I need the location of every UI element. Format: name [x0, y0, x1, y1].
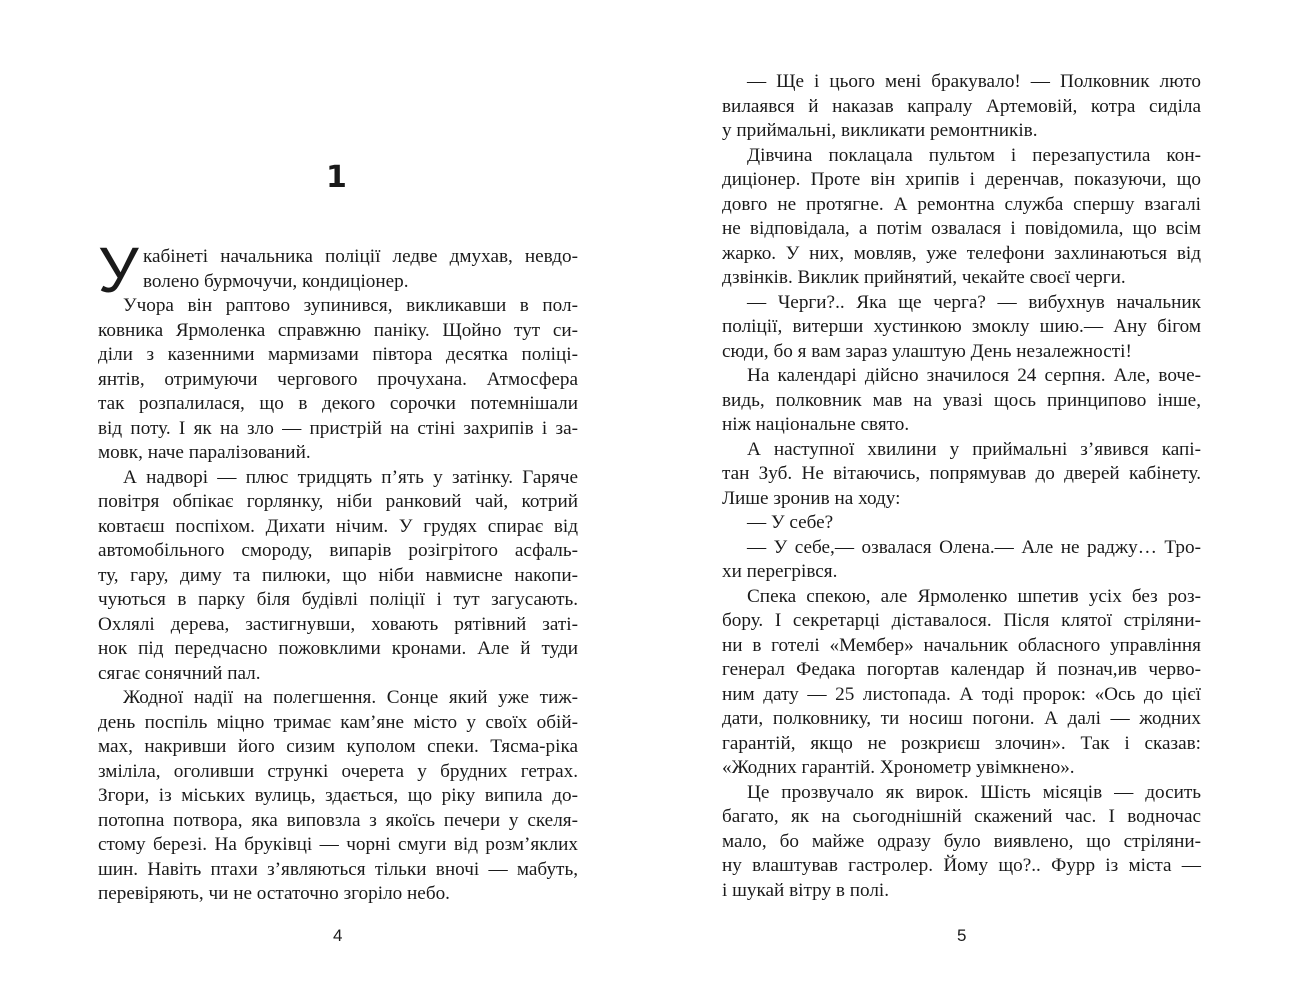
text-line: сягає сонячний пал. [98, 662, 261, 684]
text-line: «Жодних гарантій. Хронометр увімкнено». [722, 757, 1075, 778]
paragraph [98, 466, 578, 687]
paragraph [722, 144, 1201, 291]
paragraph [98, 294, 578, 466]
text-line: Жодної надії на полегшення. Сонце який уже тиж- [123, 687, 578, 708]
text-line: нок під передчасно пожовклими кронами. Але й туди [98, 638, 578, 659]
text-line: ни в готелі «Мембер» начальник обласного управління [722, 634, 1201, 656]
text-line: ту, гару, диму та пилюки, що ніби навмисне накопи- [98, 564, 578, 586]
text-line: видь, полковник мав на увазі щось принципово інше, [722, 389, 1201, 411]
text-line: бору. І секретарці діставалося. Після клятої стріляни- [722, 610, 1201, 631]
text-line: дати, полковнику, ти носиш погони. А далі — жодних [722, 708, 1201, 729]
text-line: жарко. У них, мовляв, уже телефони захлинаються від [722, 242, 1201, 264]
text-line: диціонер. Проте він хрипів і деренчав, показуючи, що [722, 169, 1201, 190]
text-line: повітря обпікає горлянку, ніби ранковий чай, котрий [98, 491, 578, 512]
text-line: Це прозвучало як вирок. Шість місяців — досить [747, 781, 1201, 803]
paragraph [722, 585, 1201, 781]
text-line: На календарі дійсно значилося 24 серпня. Але, воче- [747, 365, 1201, 386]
text-line: автомобільного смороду, випарів розігрітого асфаль- [98, 540, 578, 561]
text-line: гарантій, якщо не розкриєш злочин». Так і сказав: [722, 732, 1201, 754]
paragraph [722, 536, 1201, 585]
text-line: — Ще і цього мені бракувало! — Полковник люто [747, 71, 1201, 92]
text-line: янтів, отримуючи чергового прочухана. Атмосфера [98, 368, 578, 390]
paragraph [722, 438, 1201, 512]
chapter-number: 1 [326, 160, 347, 195]
text-line: чуються в парку біля будівлі поліції і тут загусають. [98, 589, 578, 610]
text-line: Згори, із міських вулиць, здається, що ріку випила до- [98, 785, 578, 806]
drop-cap: У [98, 234, 139, 306]
text-line: Охлялі дерева, застигнувши, ховають рятівний заті- [98, 613, 578, 635]
text-line: Спека спекою, але Ярмоленко шпетив усіх без роз- [747, 585, 1201, 607]
text-line: — У себе,— озвалася Олена.— Але не раджу… Тро- [747, 536, 1201, 558]
text-line: — У себе? [747, 512, 834, 533]
text-line: перевіряють, чи не остаточно згоріло небо. [98, 883, 450, 904]
text-line: дзвінків. Виклик прийнятий, чекайте своєї черги. [722, 267, 1126, 288]
text-line: ним дату — 25 листопада. А тоді пророк: «Ось до цієї [722, 683, 1201, 705]
text-line: вилаявся й наказав капралу Артемовій, котра сиділа [722, 95, 1201, 117]
text-line: шин. Навіть птахи з’являються тільки вночі — мабуть, [98, 858, 578, 880]
text-line: потопна потвора, яка виповзла з якоїсь печери у скеля- [98, 809, 578, 831]
text-line: волено бурмочучи, кондиціонер. [143, 270, 409, 292]
text-line: кабінеті начальника поліції ледве дмухав, невдо- [143, 246, 578, 267]
paragraph [722, 781, 1201, 904]
text-line: стому березі. На бруківці — чорні смуги від розм’яклих [98, 834, 578, 855]
text-line: зміліла, оголивши стрункі очерета у брудних гетрах. [98, 760, 578, 782]
text-line: А надворі — плюс тридцять п’ять у затінку. Гаряче [123, 466, 578, 488]
text-line: мах, накривши його сизим куполом спеки. Тясма-ріка [98, 736, 578, 757]
text-line: діли з казенними мармизами півтора десятка поліці- [98, 344, 578, 365]
text-line: Дівчина поклацала пультом і перезапустила кон- [747, 144, 1201, 166]
text-line: не відповідала, а потім озвалася і повідомила, що всім [722, 218, 1201, 239]
text-line: хи перегрівся. [722, 561, 838, 582]
text-line: від поту. І як на зло — пристрій на стіні захрипів і за- [98, 417, 578, 439]
text-line: ну влаштував гастролер. Йому що?.. Фурр із міста — [722, 855, 1201, 876]
text-line: А наступної хвилини у приймальні з’явився капі- [747, 438, 1201, 460]
right-page-text [722, 70, 1201, 903]
text-line: довго не протягне. А ремонтна служба спершу взагалі [722, 193, 1201, 215]
text-line: Лише зронив на ходу: [722, 487, 901, 509]
left-page-text [98, 234, 578, 907]
text-line: день поспіль міцно тримає кам’яне місто у своїх обій- [98, 711, 578, 733]
text-line: мало, бо майже одразу було виявлено, що стріляни- [722, 830, 1201, 852]
text-line: ніж національне свято. [722, 414, 910, 435]
paragraph [722, 70, 1201, 144]
text-line: поліції, витерши хустинкою змоклу шию.— Ану бігом [722, 316, 1201, 337]
text-line: сюди, бо я вам зараз улаштую День незалежності! [722, 340, 1132, 362]
text-line: Учора він раптово зупинився, викликавши в пол- [123, 295, 578, 316]
page-number-left: 4 [333, 926, 343, 945]
page-number-right: 5 [957, 926, 967, 945]
paragraph [722, 291, 1201, 365]
text-line: генерал Федака погортав календар й познач,ив черво- [722, 659, 1201, 680]
paragraph [722, 511, 1201, 536]
text-line: багато, як на сьогоднішній скажений час. І водночас [722, 806, 1201, 827]
text-line: ковтаєш поспіхом. Дихати нічим. У грудях спирає від [98, 515, 578, 537]
text-line: мовк, наче паралізований. [98, 442, 311, 463]
paragraph [722, 364, 1201, 438]
text-line: — Черги?.. Яка ще черга? — вибухнув начальник [747, 291, 1201, 313]
text-line: і шукай вітру в полі. [722, 879, 890, 901]
text-line: у приймальні, викликати ремонтників. [722, 120, 1038, 141]
text-line: так розпалилася, що в декого сорочки потемнішали [98, 393, 578, 414]
paragraph [98, 686, 578, 907]
text-line: тан Зуб. Не вітаючись, попрямував до дверей кабінету. [722, 463, 1201, 484]
text-line: ковника Ярмоленка справжню паніку. Щойно тут си- [98, 319, 578, 341]
